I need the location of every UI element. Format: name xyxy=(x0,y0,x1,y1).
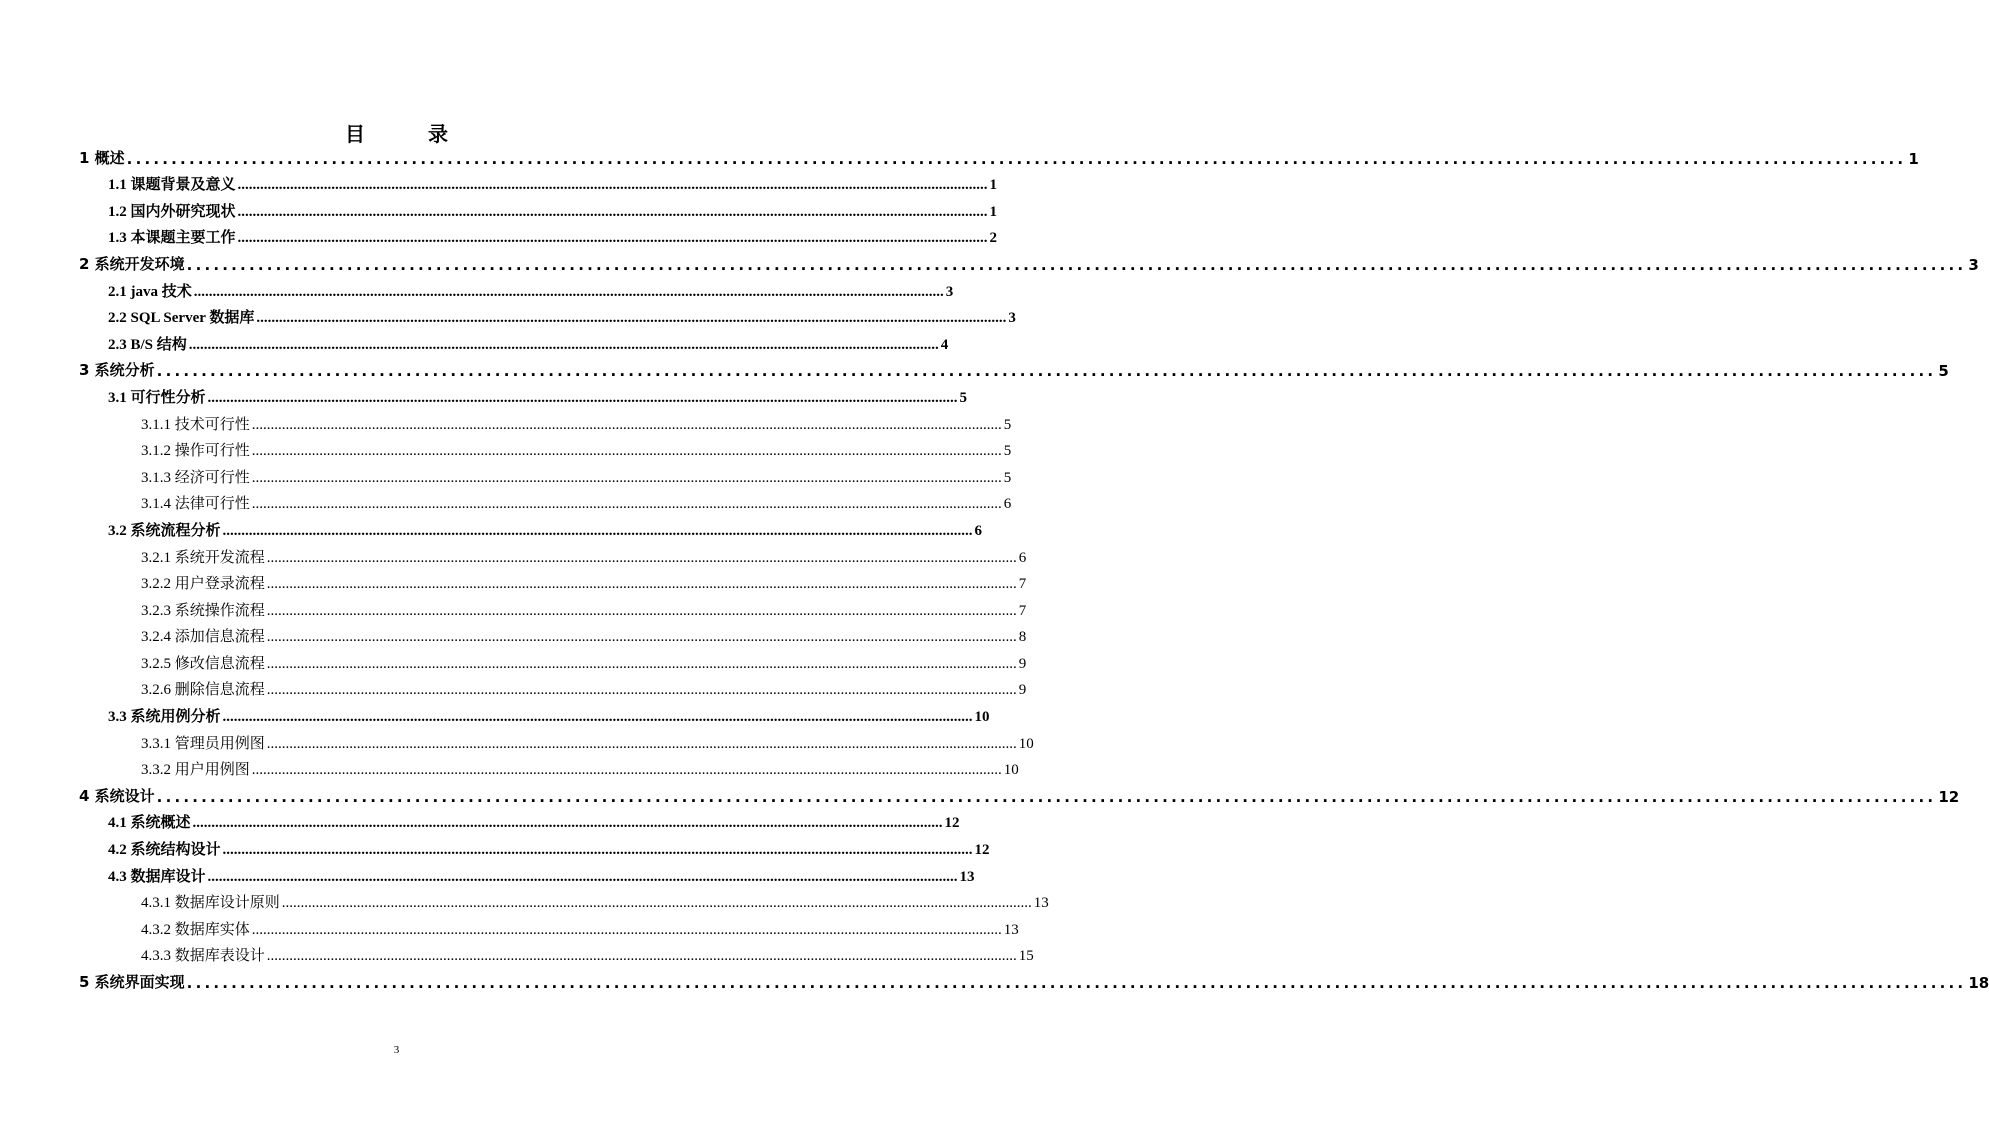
toc-entry-label: 3.2.6 删除信息流程 xyxy=(141,682,265,699)
toc-entry-label: 3.3.2 用户用例图 xyxy=(141,762,250,779)
toc-entry-level2[interactable] xyxy=(0,810,960,837)
toc-dot-leader: ........................................................................................................................................................................................................ xyxy=(126,149,1907,168)
toc-entry-label: 2.1 java 技术 xyxy=(108,283,192,300)
toc-entry-page: 9 xyxy=(1018,655,1027,672)
toc-entry-page: 1 xyxy=(1908,149,1919,168)
toc-entry-label: 1.2 国内外研究现状 xyxy=(108,203,236,220)
toc-entry-label: 4.3.2 数据库实体 xyxy=(141,921,250,938)
toc-entry-level3[interactable] xyxy=(0,916,1019,943)
toc-dot-leader: ........................................................................................................................................................................................................ xyxy=(237,203,988,220)
toc-entry-level3[interactable] xyxy=(0,544,1027,571)
toc-dot-leader: ........................................................................................................................................................................................................ xyxy=(266,735,1017,752)
toc-dot-leader: ........................................................................................................................................................................................................ xyxy=(266,602,1017,619)
toc-entry-page: 8 xyxy=(1018,629,1027,646)
toc-entry-level3[interactable] xyxy=(0,757,1019,784)
toc-entry-label: 1 概述 xyxy=(79,148,125,167)
toc-dot-leader: ........................................................................................................................................................................................................ xyxy=(266,948,1017,965)
toc-entry-label: 3.1.4 法律可行性 xyxy=(141,496,250,513)
toc-entry-level2[interactable] xyxy=(0,517,983,544)
toc-entry-level3[interactable] xyxy=(0,411,1012,438)
toc-entry-level2[interactable] xyxy=(0,384,968,411)
toc-entry-label: 3.2.4 添加信息流程 xyxy=(141,629,265,646)
toc-entry-label: 3 系统分析 xyxy=(79,361,155,380)
toc-entry-label: 3.3 系统用例分析 xyxy=(108,709,221,726)
page-number: 3 xyxy=(393,1044,400,1056)
toc-entry-page: 6 xyxy=(1003,496,1012,513)
toc-entry-label: 5 系统界面实现 xyxy=(79,973,185,991)
toc-dot-leader: ........................................................................................................................................................................................................ xyxy=(251,762,1002,779)
toc-entry-level2[interactable] xyxy=(0,225,998,252)
toc-entry-page: 6 xyxy=(1018,549,1027,566)
toc-entry-page: 9 xyxy=(1018,682,1027,699)
toc-entry-level2[interactable] xyxy=(0,305,1016,332)
toc-entry-label: 2 系统开发环境 xyxy=(79,254,185,273)
toc-entry-level3[interactable] xyxy=(0,491,1012,518)
toc-dot-leader: ........................................................................................................................................................................................................ xyxy=(192,815,943,832)
toc-dot-leader: ........................................................................................................................................................................................................ xyxy=(251,443,1002,460)
toc-dot-leader: ........................................................................................................................................................................................................ xyxy=(266,576,1017,593)
toc-dot-leader: ........................................................................................................................................................................................................ xyxy=(188,336,939,353)
toc-entry-page: 7 xyxy=(1018,602,1027,619)
toc-entry-page: 3 xyxy=(1008,310,1016,327)
toc-entry-page: 5 xyxy=(1003,416,1012,433)
toc-dot-leader: ........................................................................................................................................................................................................ xyxy=(156,362,1937,381)
toc-entry-label: 4.3.1 数据库设计原则 xyxy=(141,895,280,912)
toc-entry-page: 10 xyxy=(1003,762,1019,779)
toc-dot-leader: ........................................................................................................................................................................................................ xyxy=(156,787,1937,806)
toc-entry-label: 2.3 B/S 结构 xyxy=(108,336,187,353)
toc-entry-level1[interactable] xyxy=(0,145,1919,172)
toc-entry-page: 10 xyxy=(1018,735,1034,752)
toc-entry-page: 13 xyxy=(1003,921,1019,938)
toc-entry-page: 12 xyxy=(944,815,960,832)
toc-entry-level3[interactable] xyxy=(0,650,1027,677)
toc-entry-level2[interactable] xyxy=(0,331,949,358)
toc-dot-leader: ........................................................................................................................................................................................................ xyxy=(186,255,1967,274)
toc-entry-page: 12 xyxy=(974,842,990,859)
toc-entry-label: 4.3 数据库设计 xyxy=(108,868,206,885)
toc-dot-leader: ........................................................................................................................................................................................................ xyxy=(222,522,973,539)
toc-dot-leader: ........................................................................................................................................................................................................ xyxy=(256,310,1007,327)
toc-entry-label: 3.1.1 技术可行性 xyxy=(141,416,250,433)
toc-entry-level3[interactable] xyxy=(0,624,1027,651)
toc-entry-label: 3.1.3 经济可行性 xyxy=(141,469,250,486)
toc-entry-page: 10 xyxy=(974,709,990,726)
toc-entry-page: 6 xyxy=(974,522,983,539)
toc-entry-label: 1.3 本课题主要工作 xyxy=(108,230,236,247)
toc-entry-label: 3.1.2 操作可行性 xyxy=(141,443,250,460)
toc-dot-leader: ........................................................................................................................................................................................................ xyxy=(222,842,973,859)
toc-entry-page: 7 xyxy=(1018,576,1027,593)
toc-entry-level3[interactable] xyxy=(0,943,1034,970)
toc-entry-label: 4.2 系统结构设计 xyxy=(108,842,221,859)
toc-dot-leader: ........................................................................................................................................................................................................ xyxy=(251,416,1002,433)
toc-dot-leader: ........................................................................................................................................................................................................ xyxy=(237,177,988,194)
toc-dot-leader: ........................................................................................................................................................................................................ xyxy=(266,549,1017,566)
toc-entry-level3[interactable] xyxy=(0,571,1027,598)
toc-entry-label: 3.3.1 管理员用例图 xyxy=(141,735,265,752)
toc-entry-label: 4.1 系统概述 xyxy=(108,815,191,832)
toc-entry-label: 3.2.5 修改信息流程 xyxy=(141,655,265,672)
toc-entry-level3[interactable] xyxy=(0,890,1049,917)
toc-entry-level1[interactable] xyxy=(0,251,1979,278)
toc-entry-level1[interactable] xyxy=(0,969,1989,996)
toc-dot-leader: ........................................................................................................................................................................................................ xyxy=(251,469,1002,486)
toc-entry-label: 3.2.3 系统操作流程 xyxy=(141,602,265,619)
toc-entry-level3[interactable] xyxy=(0,597,1027,624)
toc-entry-page: 13 xyxy=(1033,895,1049,912)
toc-entry-level3[interactable] xyxy=(0,730,1034,757)
page-title: 目 录 xyxy=(345,122,476,146)
toc-entry-label: 2.2 SQL Server 数据库 xyxy=(108,310,255,327)
toc-entry-page: 4 xyxy=(940,336,949,353)
toc-entry-page: 3 xyxy=(1968,255,1979,274)
toc-entry-level1[interactable] xyxy=(0,783,1960,810)
toc-entry-page: 1 xyxy=(989,177,998,194)
toc-entry-label: 1.1 课题背景及意义 xyxy=(108,177,236,194)
toc-entry-level2[interactable] xyxy=(0,703,990,730)
toc-dot-leader: ........................................................................................................................................................................................................ xyxy=(251,921,1002,938)
table-of-contents xyxy=(0,145,1989,996)
toc-entry-label: 3.2.1 系统开发流程 xyxy=(141,549,265,566)
toc-dot-leader: ........................................................................................................................................................................................................ xyxy=(266,655,1017,672)
toc-entry-level2[interactable] xyxy=(0,278,954,305)
toc-dot-leader: ........................................................................................................................................................................................................ xyxy=(207,389,958,406)
toc-entry-level2[interactable] xyxy=(0,172,998,199)
toc-entry-level3[interactable] xyxy=(0,464,1012,491)
toc-entry-page: 12 xyxy=(1938,787,1960,806)
toc-dot-leader: ........................................................................................................................................................................................................ xyxy=(237,230,988,247)
toc-dot-leader: ........................................................................................................................................................................................................ xyxy=(186,974,1967,992)
toc-entry-level3[interactable] xyxy=(0,677,1027,704)
toc-dot-leader: ........................................................................................................................................................................................................ xyxy=(222,709,973,726)
toc-entry-level2[interactable] xyxy=(0,836,990,863)
toc-entry-level2[interactable] xyxy=(0,863,975,890)
toc-dot-leader: ........................................................................................................................................................................................................ xyxy=(251,496,1002,513)
toc-entry-page: 5 xyxy=(1003,443,1012,460)
toc-entry-page: 5 xyxy=(1003,469,1012,486)
toc-entry-label: 4.3.3 数据库表设计 xyxy=(141,948,265,965)
toc-entry-level1[interactable] xyxy=(0,358,1949,385)
toc-entry-page: 2 xyxy=(989,230,998,247)
toc-entry-page: 18 xyxy=(1968,974,1989,992)
toc-entry-label: 3.1 可行性分析 xyxy=(108,389,206,406)
toc-entry-page: 5 xyxy=(959,389,968,406)
toc-entry-label: 3.2.2 用户登录流程 xyxy=(141,576,265,593)
toc-entry-level3[interactable] xyxy=(0,438,1012,465)
toc-entry-label: 3.2 系统流程分析 xyxy=(108,522,221,539)
toc-entry-page: 3 xyxy=(945,283,954,300)
toc-entry-page: 1 xyxy=(989,203,998,220)
toc-entry-page: 13 xyxy=(959,868,975,885)
toc-entry-page: 5 xyxy=(1938,362,1949,381)
toc-entry-label: 4 系统设计 xyxy=(79,786,155,805)
toc-dot-leader: ........................................................................................................................................................................................................ xyxy=(207,868,958,885)
toc-dot-leader: ........................................................................................................................................................................................................ xyxy=(266,629,1017,646)
toc-dot-leader: ........................................................................................................................................................................................................ xyxy=(193,283,944,300)
toc-dot-leader: ........................................................................................................................................................................................................ xyxy=(266,682,1017,699)
toc-entry-page: 15 xyxy=(1018,948,1034,965)
toc-entry-level2[interactable] xyxy=(0,198,998,225)
toc-dot-leader: ........................................................................................................................................................................................................ xyxy=(281,895,1032,912)
